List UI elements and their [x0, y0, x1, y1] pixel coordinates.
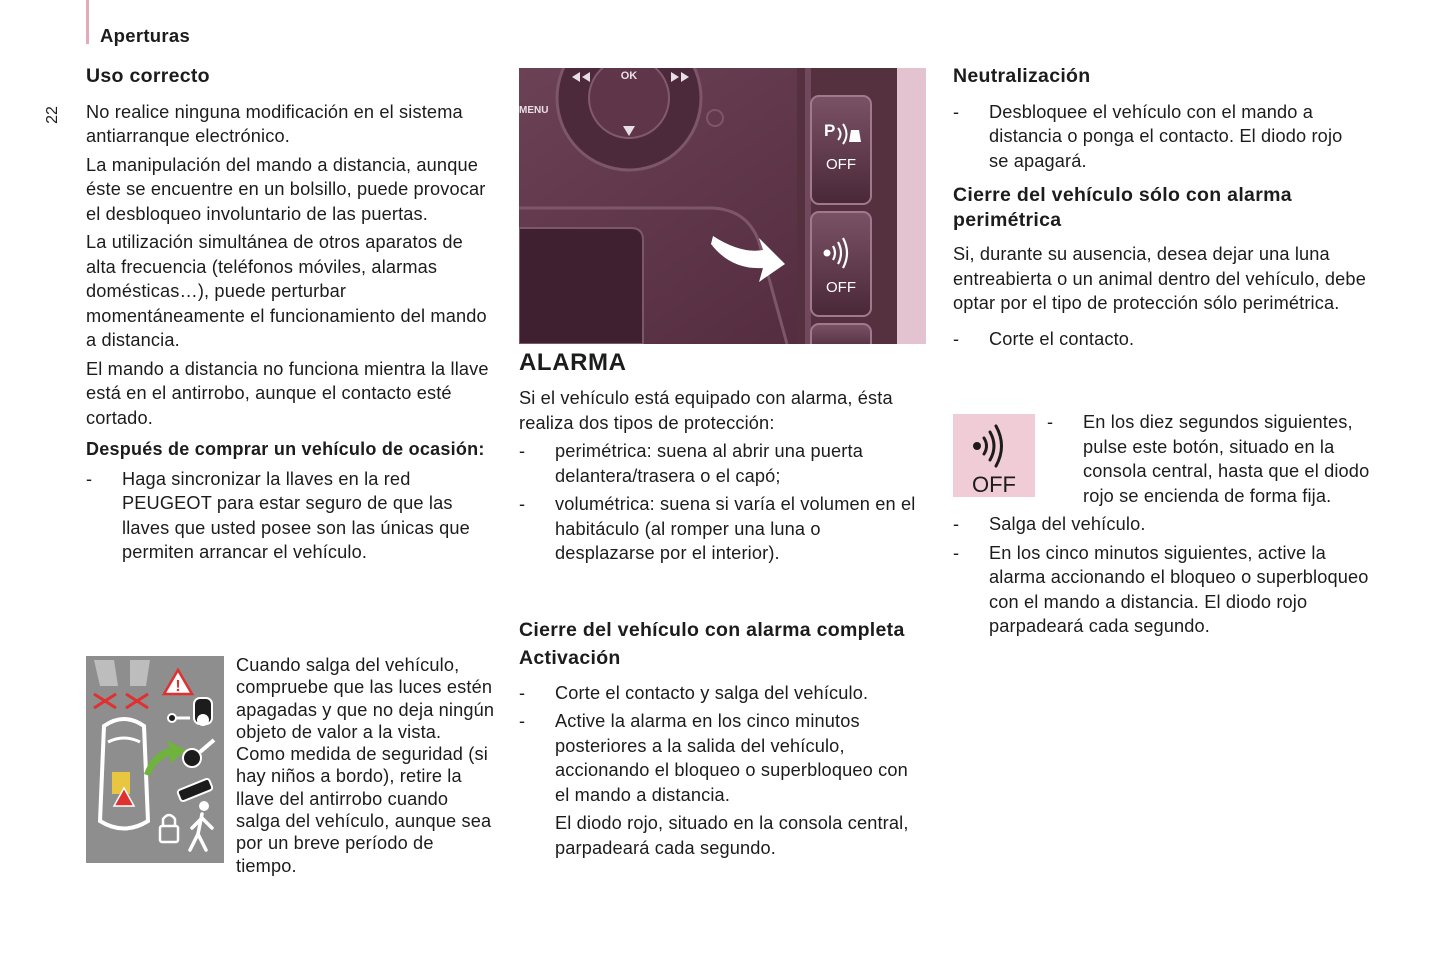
perimetrica-title: Cierre del vehículo sólo con alarma perimétrica [953, 184, 1292, 231]
column-neutralizacion [953, 64, 1373, 351]
svg-text:MENU: MENU [519, 105, 549, 116]
page-number: 22 [44, 106, 61, 124]
list-item: - Corte el contacto y salga del vehículo. [519, 682, 869, 703]
warning-pictogram [86, 656, 224, 863]
used-vehicle-title: Después de comprar un vehículo de ocasión: [86, 439, 485, 459]
neutralizacion-title: Neutralización [953, 65, 1091, 87]
warning-note [236, 654, 496, 877]
display-screen [519, 228, 643, 344]
warning-paragraph-lights: Cuando salga del vehículo, compruebe que las luces estén apagadas y que no deja ningún objeto de valor a la vista. [236, 655, 495, 742]
parking-sensor-off-button [811, 96, 871, 204]
list-item: - Salga del vehículo. [953, 514, 1146, 534]
warning-paragraph-key: Como medida de seguridad (si hay niños a bordo), retire la llave del antirrobo cuando salga del vehículo, aunque sea por un breve período de tiempo. [236, 744, 492, 876]
alarma-title: ALARMA [519, 349, 627, 376]
list-item: - perimétrica: suena al abrir una puerta delantera/trasera o el capó; [519, 441, 863, 486]
alarm-off-button-icon [953, 414, 1035, 497]
list-item: - Corte el contacto. [953, 328, 1135, 349]
svg-text:P: P [824, 121, 836, 140]
bell-icon [849, 130, 861, 142]
svg-text:OFF: OFF [826, 156, 856, 173]
alarm-off-button [811, 212, 871, 316]
svg-text:OFF: OFF [972, 472, 1016, 497]
section-label: Aperturas [100, 25, 191, 46]
list-item: - Active la alarma en los cinco minutos posteriores a la salida del vehículo, accionando el bloqueo o superbloqueo con el mando a distancia. [519, 711, 908, 805]
paragraph-antiarranque: No realice ninguna modificación en el sistema antiarranque electrónico. [86, 101, 463, 146]
list-item: - En los diez segundos siguientes, pulse este botón, situado en la consola central, hasta que el diodo rojo se encienda de forma fija. [1047, 412, 1370, 506]
list-item: - En los cinco minutos siguientes, active la alarma accionando el bloqueo o superbloqueo con el mando a distancia. El diodo rojo parpadeará cada segundo. [953, 542, 1369, 636]
uso-correcto-title: Uso correcto [86, 65, 210, 87]
perimetrica-intro: Si, durante su ausencia, desea dejar una luna entreabierta o un animal dentro del vehículo, debe optar por el tipo de protección sólo perimétrica. [953, 244, 1366, 313]
paragraph-antirrobo: El mando a distancia no funciona mientra la llave está en el antirrobo, aunque el contacto esté cortado. [86, 358, 489, 428]
diodo-note: El diodo rojo, situado en la consola central, parpadeará cada segundo. [555, 813, 909, 858]
paragraph-manipulacion: La manipulación del mando a distancia, aunque éste se encuentre en un bolsillo, puede provocar el desbloqueo involuntario de las puertas. [86, 154, 486, 224]
list-item: - Desbloquee el vehículo con el mando a distancia o ponga el contacto. El diodo rojo se apagará. [953, 101, 1343, 171]
section-marker [86, 0, 89, 44]
activacion-title: Activación [519, 647, 621, 669]
list-item: - volumétrica: suena si varía el volumen en el habitáculo (al romper una luna o desplazarse por el interior). [519, 494, 916, 563]
svg-text:OK: OK [620, 70, 638, 82]
console-alarm-button-image [519, 68, 926, 344]
alarma-intro: Si el vehículo está equipado con alarma, ésta realiza dos tipos de protección: [519, 388, 893, 433]
list-item: - Haga sincronizar la llaves en la red PEUGEOT para estar seguro de que las llaves que usted posee son las únicas que permiten arrancar el vehículo. [86, 468, 470, 562]
svg-text:!: ! [175, 678, 181, 695]
column-alarma [519, 348, 919, 860]
alarma-completa-title: Cierre del vehículo con alarma completa [519, 618, 905, 641]
paragraph-alta-frecuencia: La utilización simultánea de otros aparatos de alta frecuencia (teléfonos móviles, alarmas domésticas…), puede perturbar momentáneamente el funcionamiento del mando a distancia. [86, 232, 487, 350]
svg-text:OFF: OFF [826, 279, 856, 296]
column-uso-correcto [86, 64, 496, 565]
